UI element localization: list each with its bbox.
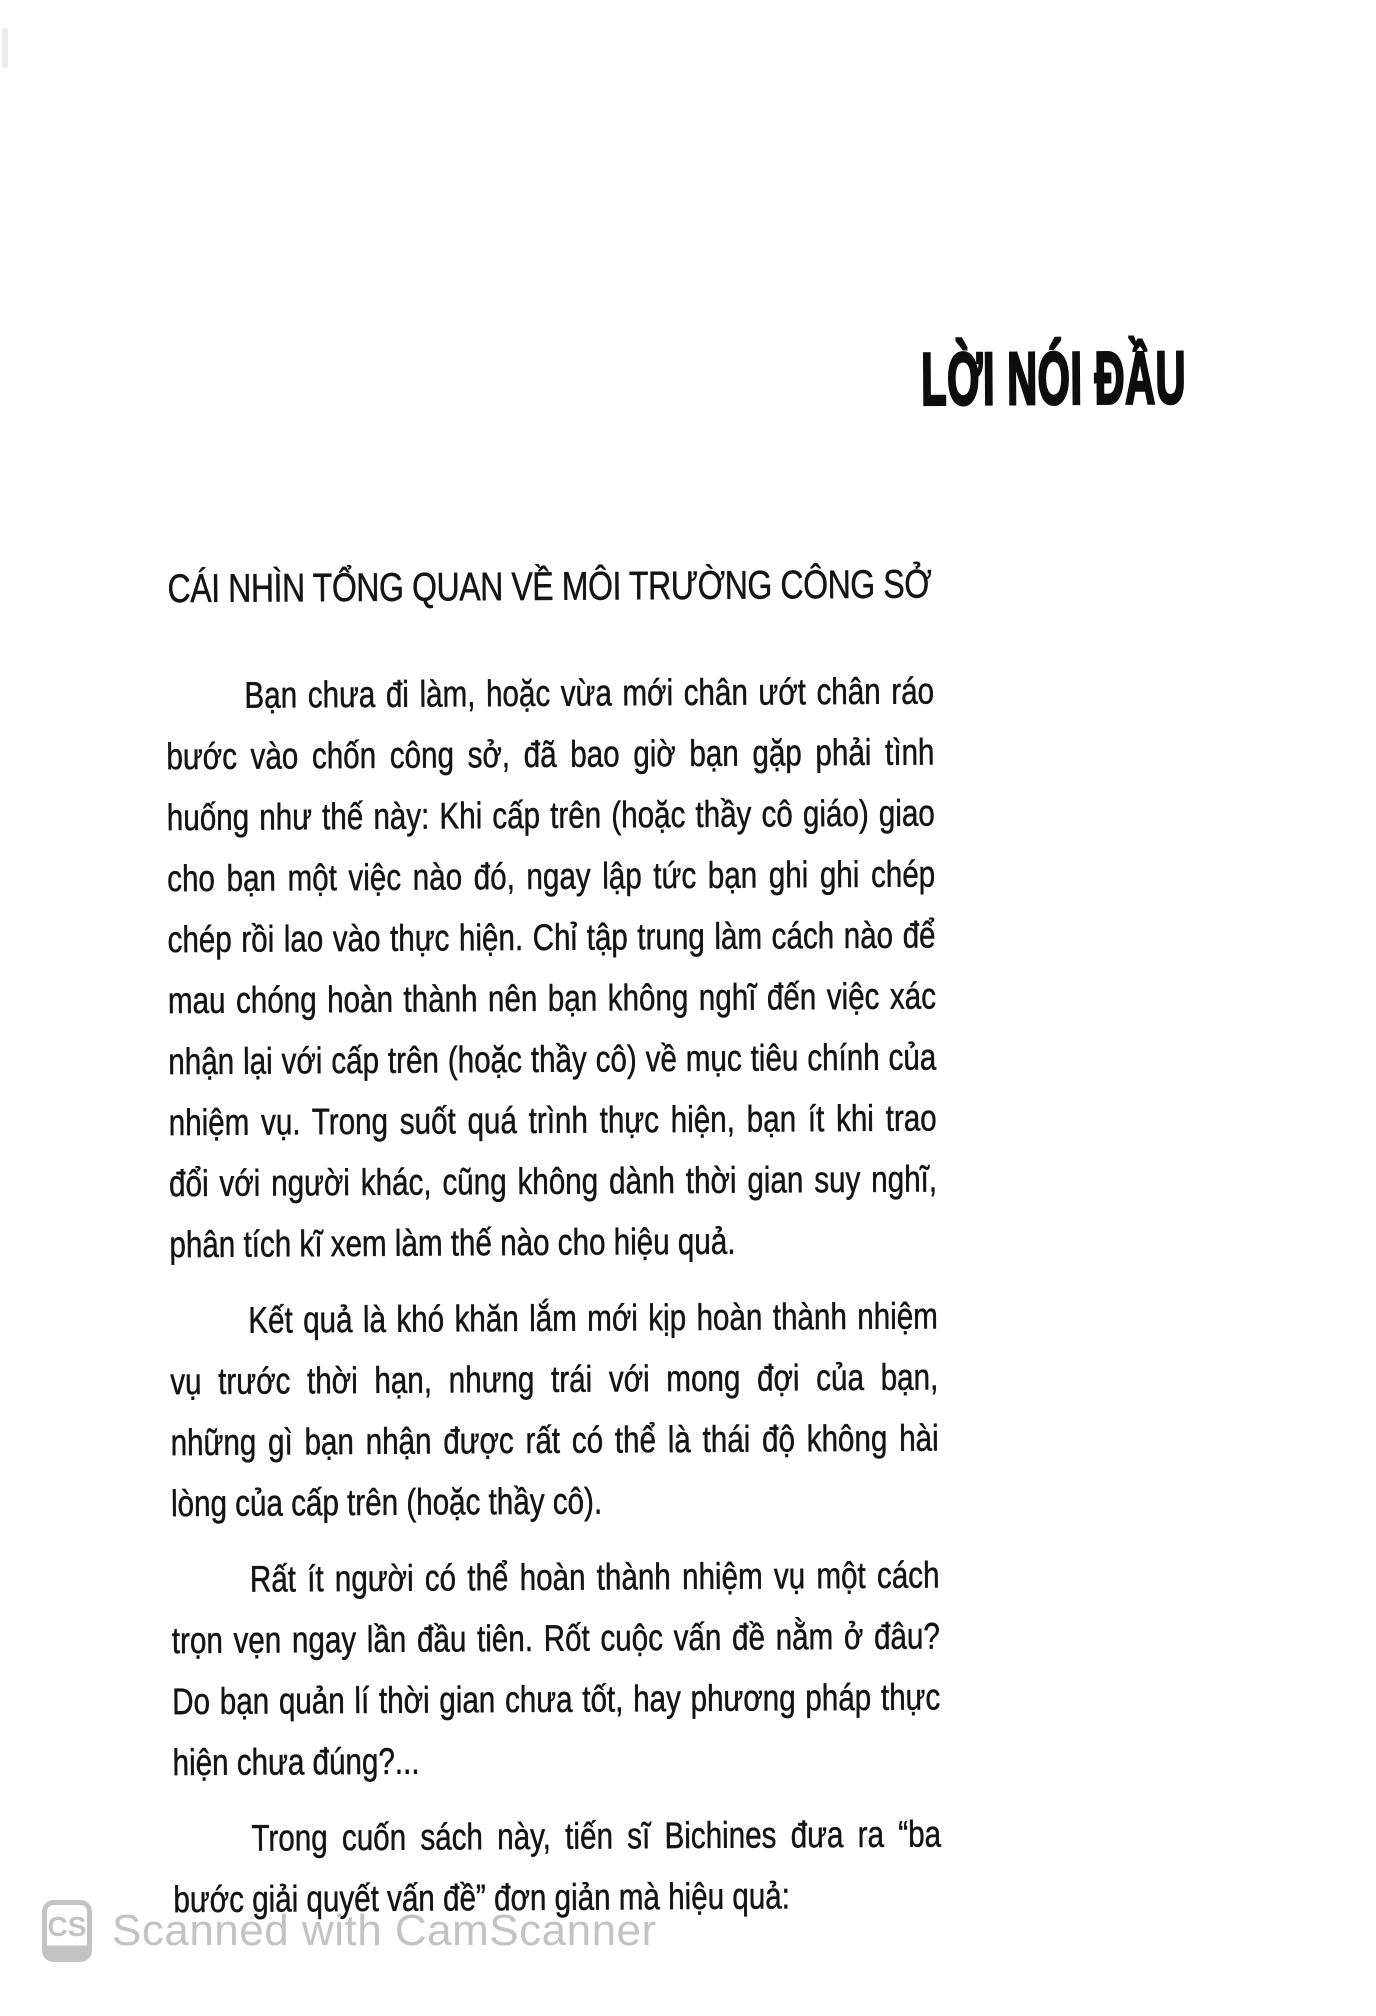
paragraph-3: Rất ít người có thể hoàn thành nhiệm vụ một cách trọn vẹn ngay lần đầu tiên. Rốt cuộc vấn đề nằm ở đâu? Do bạn quản lí thời gian chưa tốt, hay phương pháp thực hiện chưa đúng?...: [171, 1554, 941, 1784]
section-heading: CÁI NHÌN TỔNG QUAN VỀ MÔI TRƯỜNG CÔNG SỞ: [167, 562, 932, 612]
camscanner-logo-letters: CS: [47, 1911, 87, 1942]
camscanner-watermark: [42, 1900, 657, 1962]
paragraph-2: Kết quả là khó khăn lắm mới kịp hoàn thành nhiệm vụ trước thời hạn, nhưng trái với mong đợi của bạn, những gì bạn nhận được rất có thể là thái độ không hài lòng của cấp trên (hoặc thầy cô).: [170, 1295, 939, 1525]
camscanner-logo-icon: [42, 1900, 92, 1962]
paragraph-1: Bạn chưa đi làm, hoặc vừa mới chân ướt chân ráo bước vào chốn công sở, đã bao giờ bạn gặp phải tình huống như thế này: Khi cấp trên (hoặc thầy cô giáo) giao cho bạn một việc nào đó, ngay lập tức bạn ghi ghi chép chép rồi lao vào thực hiện. Chỉ tập trung làm cách nào để mau chóng hoàn thành nên bạn không nghĩ đến việc xác nhận lại với cấp trên (hoặc thầy cô) về mục tiêu chính của nhiệm vụ. Trong suốt quá trình thực hiện, bạn ít khi trao đổi với người khác, cũng không dành thời gian suy nghĩ, phân tích kĩ xem làm thế nào cho hiệu quả.: [166, 670, 938, 1266]
text-column: [165, 560, 941, 1930]
watermark-text: Scanned with CamScanner: [112, 1906, 657, 1955]
paragraph-4: Trong cuốn sách này, tiến sĩ Bichines đưa ra “ba bước giải quyết vấn đề” đơn giản mà hiệu quả:: [173, 1813, 942, 1921]
chapter-title: LỜI NÓI ĐẦU: [921, 335, 1187, 421]
